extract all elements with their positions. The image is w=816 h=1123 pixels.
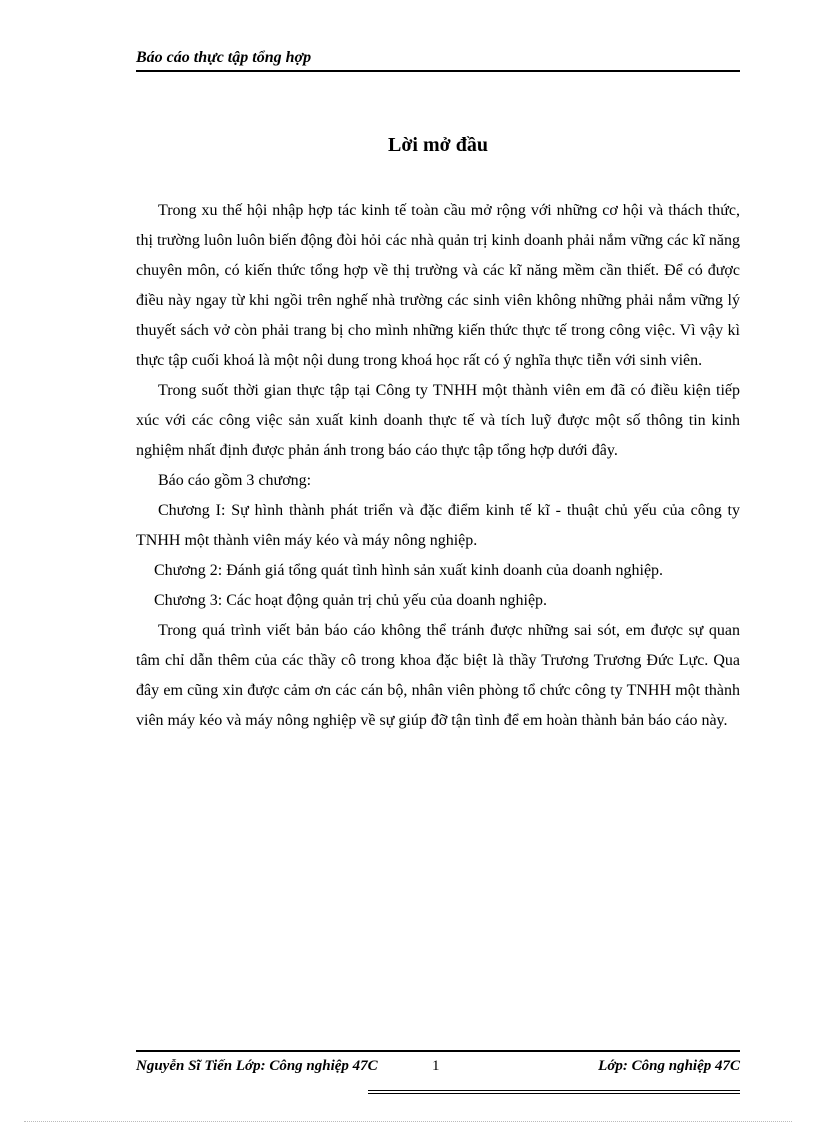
page-header	[136, 48, 740, 72]
paragraph-chapter-1: Chương I: Sự hình thành phát triển và đặc điểm kinh tế kĩ - thuật chủ yếu của công ty TNHH một thành viên máy kéo và máy nông nghiệp.	[136, 502, 740, 549]
header-title: Báo cáo thực tập tổng hợp	[136, 49, 312, 66]
page-number: 1	[432, 1058, 440, 1074]
paragraph-internship: Trong suốt thời gian thực tập tại Công ty TNHH một thành viên em đã có điều kiện tiếp xúc với các công việc sản xuất kinh doanh thực tế và tích luỹ được một số thông tin kinh nghiệm nhất định được phản ánh trong báo cáo thực tập tổng hợp dưới đây.	[136, 382, 740, 459]
paragraph-chapters-intro: Báo cáo gồm 3 chương:	[158, 472, 312, 489]
document-body	[136, 196, 740, 736]
paragraph-chapter-3: Chương 3: Các hoạt động quản trị chủ yếu của doanh nghiệp.	[154, 592, 548, 609]
page-edge-divider	[24, 1121, 792, 1122]
footer-author: Nguyễn Sĩ Tiến Lớp: Công nghiệp 47C	[136, 1058, 378, 1074]
footer-rule	[136, 1050, 740, 1052]
paragraph-acknowledgement: Trong quá trình viết bản báo cáo không thể tránh được những sai sót, em được sự quan tâm chỉ dẫn thêm của các thầy cô trong khoa đặc biệt là thầy Trương Trương Đức Lực. Qua đây em cũng xin được cảm ơn các cán bộ, nhân viên phòng tổ chức công ty TNHH một thành viên máy kéo và máy nông nghiệp về sự giúp đỡ tận tình để em hoàn thành bản báo cáo này.	[136, 622, 740, 729]
paragraph-chapter-2: Chương 2: Đánh giá tổng quát tình hình sản xuất kinh doanh của doanh nghiệp.	[154, 562, 664, 579]
document-title: Lời mở đầu	[388, 134, 488, 156]
footer-underline	[368, 1090, 740, 1091]
header-rule	[136, 70, 740, 72]
footer-underline-second	[368, 1093, 740, 1094]
footer-row	[136, 1056, 740, 1078]
page-footer	[136, 1050, 740, 1078]
paragraph-intro: Trong xu thế hội nhập hợp tác kinh tế toàn cầu mở rộng với những cơ hội và thách thức, thị trường luôn luôn biến động đòi hỏi các nhà quản trị kinh doanh phải nắm vững các kĩ năng chuyên môn, có kiến thức tổng hợp về thị trường và các kĩ năng mềm cần thiết. Để có được điều này ngay từ khi ngồi trên nghế nhà trường các sinh viên không những phải nắm vững lý thuyết sách vở còn phải trang bị cho mình những kiến thức thực tế trong công việc. Vì vậy kì thực tập cuối khoá là một nội dung trong khoá học rất có ý nghĩa thực tiễn với sinh viên.	[136, 202, 740, 369]
footer-class: Lớp: Công nghiệp 47C	[598, 1058, 740, 1074]
